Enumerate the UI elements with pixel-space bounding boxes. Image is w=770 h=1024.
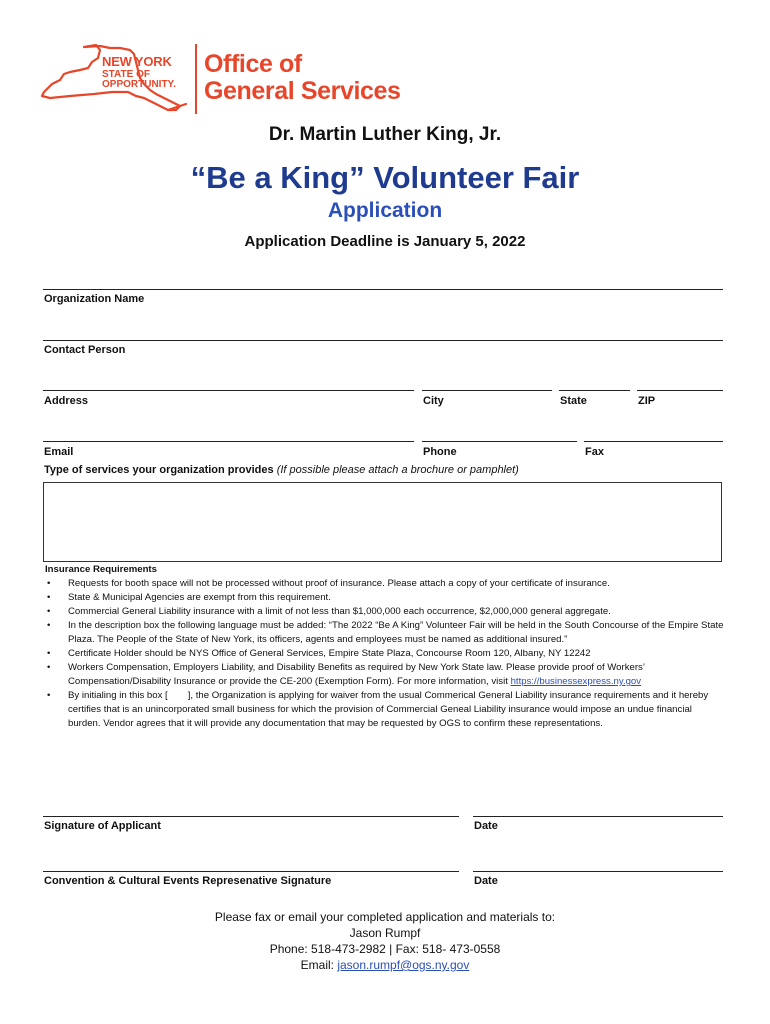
phone-label: Phone [423,446,457,458]
city-field[interactable] [422,390,552,391]
contact-person-field[interactable] [43,340,723,341]
mlk-heading: Dr. Martin Luther King, Jr. [268,124,502,145]
application-heading: Application [327,199,443,222]
submission-instructions [0,909,770,973]
organization-name-label: Organization Name [44,293,145,305]
list-item: • Certificate Holder should be NYS Office of General Services, Empire State Plaza, Concourse Room 120, Albany, NY 12242 [45,647,725,661]
insurance-requirements [45,563,725,731]
insurance-title: Insurance Requirements [45,564,157,575]
fax-field[interactable] [584,441,723,442]
general-services-label: General Services [204,77,401,105]
state-label: State [560,395,587,407]
waiver-text: ], the Organization is applying for waiver from the usual Commerical General Liability insurance requirements and it hereby certifies that is an unincorporated small business for which the provision of Commercial Geneal Liability insurance would impose an undue financial burden. Vendor agrees that it will provide any documentation that may be requested by OGS to confirm these representations. [68,690,709,729]
address-label: Address [44,395,89,407]
footer-instruction: Please fax or email your completed application and materials to: [214,910,556,924]
contact-email-row [0,957,770,973]
services-hint: (If possible please attach a brochure or pamphlet) [276,464,519,476]
representative-date-field[interactable] [473,871,723,872]
email-label: Email [44,446,74,458]
list-item: • In the description box the following language must be added: “The 2022 “Be A King” Volunteer Fair will be held in the South Concourse of the Empire State Plaza. The People of the State of New York, its officers, agents and employees must be named as additional insured.” [45,619,725,647]
services-textarea[interactable] [43,482,722,562]
applicant-date-field[interactable] [473,816,723,817]
state-of-label: STATE OF [102,69,150,80]
applicant-signature-label: Signature of Applicant [44,820,161,832]
list-item [45,689,725,731]
email-prefix: Email: [300,958,338,972]
representative-signature-field[interactable] [43,871,459,872]
contact-email-link[interactable]: jason.rumpf@ogs.ny.gov [337,958,470,972]
contact-person-label: Contact Person [44,344,126,356]
applicant-date-label: Date [474,820,498,832]
fax-label: Fax [585,446,604,458]
fair-title: “Be a King” Volunteer Fair [190,160,580,195]
city-label: City [423,395,444,407]
office-of-label: Office of [204,50,302,78]
insurance-list [45,577,725,731]
phone-field[interactable] [422,441,577,442]
opportunity-label: OPPORTUNITY. [102,79,176,90]
address-field[interactable] [43,390,414,391]
list-item [45,661,725,689]
new-york-label: NEW YORK [102,54,172,69]
waiver-prefix: By initialing in this box [ [68,690,168,701]
list-item: • Commercial General Liability insurance with a limit of not less than $1,000,000 each occurrence, $2,000,000 general aggregate. [45,605,725,619]
services-label-text: Type of services your organization provides [44,464,274,476]
zip-label: ZIP [638,395,656,407]
logo-divider [195,44,197,114]
state-of-opportunity-wordmark [102,55,176,90]
contact-name: Jason Rumpf [349,926,421,940]
state-field[interactable] [559,390,630,391]
representative-signature-label: Convention & Cultural Events Represenative Signature [44,875,332,887]
email-field[interactable] [43,441,414,442]
businessexpress-link[interactable]: https://businessexpress.ny.gov [510,676,642,687]
workers-comp-text: Workers Compensation, Employers Liability, and Disability Benefits as required by New York State law. Please provide proof of Workers’ Compensation/Disability Insurance or provide the CE-200 (Exemption Form). For more information, visit [68,662,645,687]
contact-phone-fax: Phone: 518-473-2982 | Fax: 518- 473-0558 [269,942,501,956]
services-label [44,464,519,476]
representative-date-label: Date [474,875,498,887]
list-item: • Requests for booth space will not be processed without proof of insurance. Please attach a copy of your certificate of insurance. [45,577,725,591]
zip-field[interactable] [637,390,723,391]
list-item: • State & Municipal Agencies are exempt from this requirement. [45,591,725,605]
deadline-text: Application Deadline is January 5, 2022 [244,233,526,250]
office-of-general-services-wordmark [204,51,401,105]
ogs-logo [40,44,420,116]
organization-name-field[interactable] [43,289,723,290]
applicant-signature-field[interactable] [43,816,459,817]
